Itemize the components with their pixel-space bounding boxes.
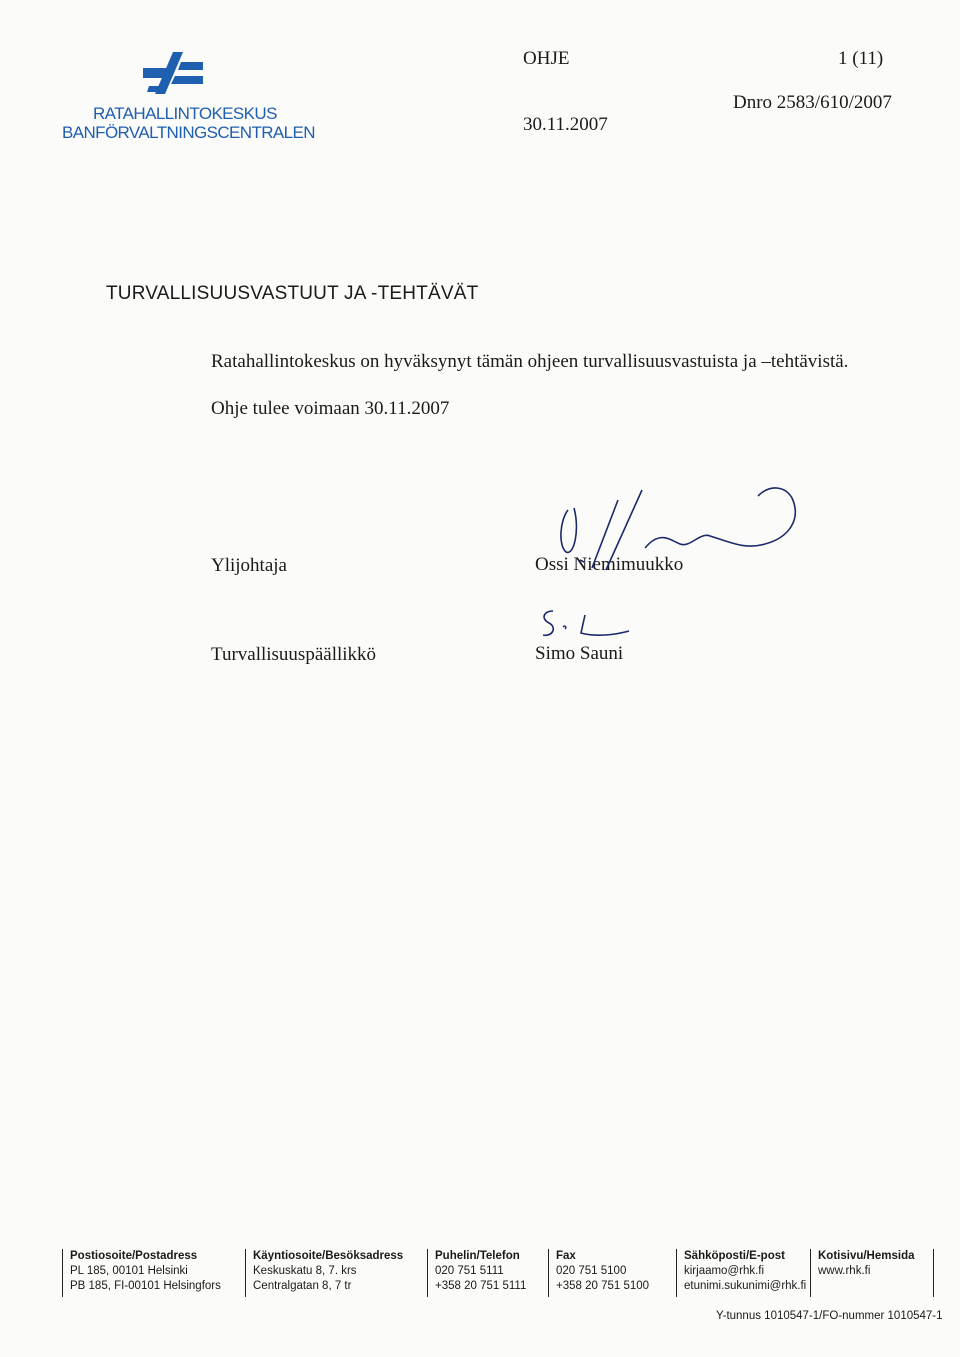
footer-line: kirjaamo@rhk.fi [684, 1265, 765, 1277]
handwritten-signature-safety-manager [535, 605, 635, 645]
signer-name-safety-manager: Simo Sauni [535, 643, 624, 664]
footer-line: +358 20 751 5100 [556, 1280, 650, 1292]
footer-heading: Käyntiosoite/Besöksadress [253, 1250, 404, 1262]
footer-heading: Sähköposti/E-post [684, 1250, 785, 1262]
footer-line: Centralgatan 8, 7 tr [253, 1280, 352, 1292]
footer-phone [427, 1249, 526, 1297]
footer-line: Keskuskatu 8, 7. krs [253, 1265, 357, 1277]
footer-heading: Postiosoite/Postadress [70, 1250, 198, 1262]
footer-line: PB 185, FI-00101 Helsingfors [70, 1280, 221, 1292]
signer-role-safety-manager: Turvallisuuspäällikkö [211, 644, 377, 665]
footer-website [810, 1249, 915, 1297]
signer-name-director: Ossi Niemimuukko [535, 554, 684, 575]
footer-line: PL 185, 00101 Helsinki [70, 1265, 188, 1277]
document-type: OHJE [523, 48, 570, 69]
document-title: TURVALLISUUSVASTUUT JA -TEHTÄVÄT [106, 283, 479, 304]
record-number: Dnro 2583/610/2007 [733, 92, 892, 113]
footer-line: 020 751 5100 [556, 1265, 627, 1277]
footer-postal-address [62, 1249, 221, 1297]
footer-heading: Kotisivu/Hemsida [818, 1250, 915, 1262]
business-id: Y-tunnus 1010547-1/FO-nummer 1010547-1 [716, 1310, 943, 1322]
signer-role-director: Ylijohtaja [211, 555, 287, 576]
footer-heading: Puhelin/Telefon [435, 1250, 520, 1262]
footer-line: etunimi.sukunimi@rhk.fi [684, 1280, 807, 1292]
footer-heading: Fax [556, 1250, 576, 1262]
footer-visiting-address [245, 1249, 403, 1297]
page-number: 1 (11) [838, 48, 884, 69]
org-name-fi: RATAHALLINTOKESKUS [93, 104, 277, 123]
rhk-logo-icon [143, 48, 203, 96]
org-name-sv: BANFÖRVALTNINGSCENTRALEN [62, 123, 315, 142]
footer-line: www.rhk.fi [818, 1265, 871, 1277]
footer-line: 020 751 5111 [435, 1265, 504, 1277]
effective-date-text: Ohje tulee voimaan 30.11.2007 [211, 398, 450, 419]
footer-line: +358 20 751 5111 [435, 1280, 527, 1292]
footer-right-rule [933, 1249, 934, 1297]
approval-text: Ratahallintokeskus on hyväksynyt tämän ohjeen turvallisuusvastuista ja –tehtävistä. [211, 351, 849, 372]
footer-email [676, 1249, 806, 1297]
document-date: 30.11.2007 [523, 114, 608, 135]
organization-name [62, 104, 315, 142]
footer-fax [548, 1249, 649, 1297]
